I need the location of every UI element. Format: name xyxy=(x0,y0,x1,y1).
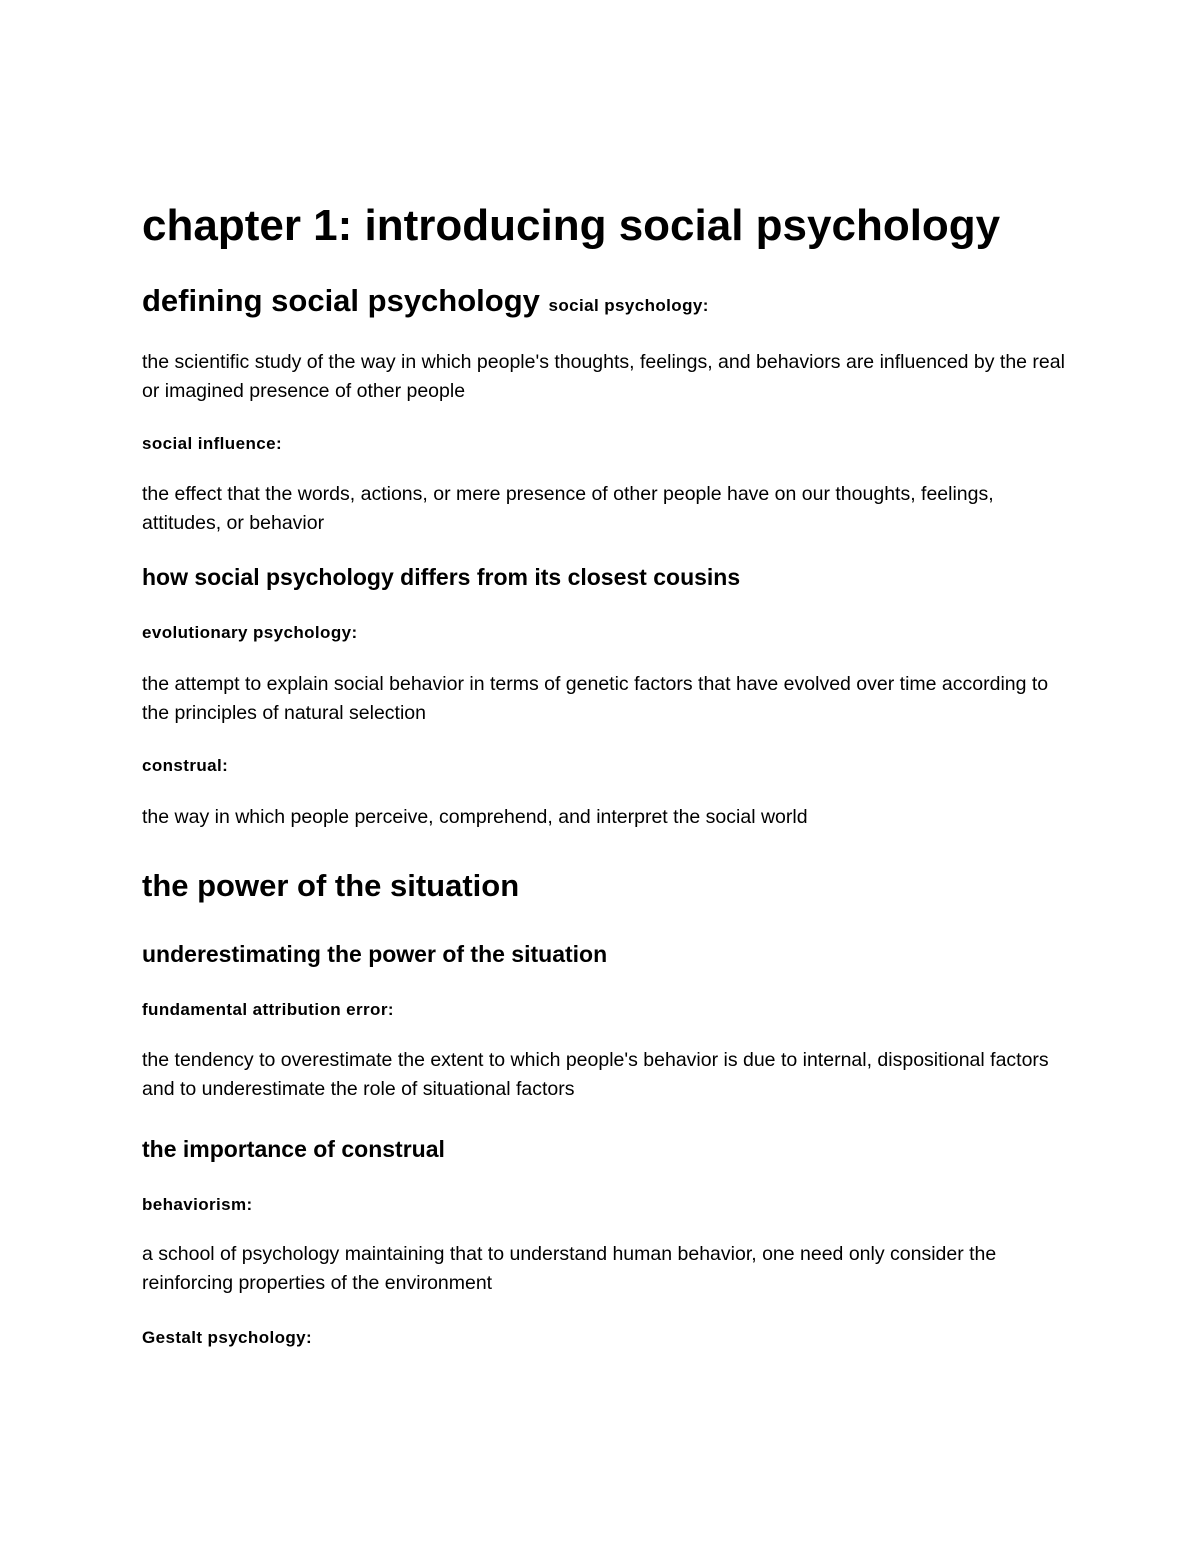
definition-fundamental-attribution-error: the tendency to overestimate the extent to which people's behavior is due to internal, dispositional factors and to underestimate the role of situational factors xyxy=(142,1049,1049,1100)
major-heading-power-of-situation: the power of the situation xyxy=(142,868,520,903)
section-heading-underestimating: underestimating the power of the situation xyxy=(142,941,608,967)
term-social-psychology: social psychology: xyxy=(548,296,709,315)
definition-social-psychology: the scientific study of the way in which people's thoughts, feelings, and behaviors are influenced by the real or imagined presence of other people xyxy=(142,351,1065,402)
term-fundamental-attribution-error: fundamental attribution error: xyxy=(142,1000,394,1019)
term-evolutionary-psychology: evolutionary psychology: xyxy=(142,623,358,642)
term-gestalt-psychology: Gestalt psychology: xyxy=(142,1328,313,1347)
section-heading-cousins: how social psychology differs from its closest cousins xyxy=(142,564,741,590)
section-heading-text: defining social psychology xyxy=(142,283,540,318)
definition-evolutionary-psychology: the attempt to explain social behavior in terms of genetic factors that have evolved over time according to the principles of natural selection xyxy=(142,673,1049,724)
definition-construal: the way in which people perceive, comprehend, and interpret the social world xyxy=(142,806,808,828)
definition-behaviorism: a school of psychology maintaining that to understand human behavior, one need only consider the reinforcing properties of the environment xyxy=(142,1243,997,1294)
section-heading-importance-of-construal: the importance of construal xyxy=(142,1136,445,1162)
term-construal: construal: xyxy=(142,756,229,775)
section-heading-defining xyxy=(142,281,709,326)
term-social-influence: social influence: xyxy=(142,434,283,453)
term-behaviorism: behaviorism: xyxy=(142,1195,253,1214)
page-title: chapter 1: introducing social psychology xyxy=(142,201,1001,250)
definition-social-influence: the effect that the words, actions, or mere presence of other people have on our thoughts, feelings, attitudes, or behavior xyxy=(142,483,994,534)
